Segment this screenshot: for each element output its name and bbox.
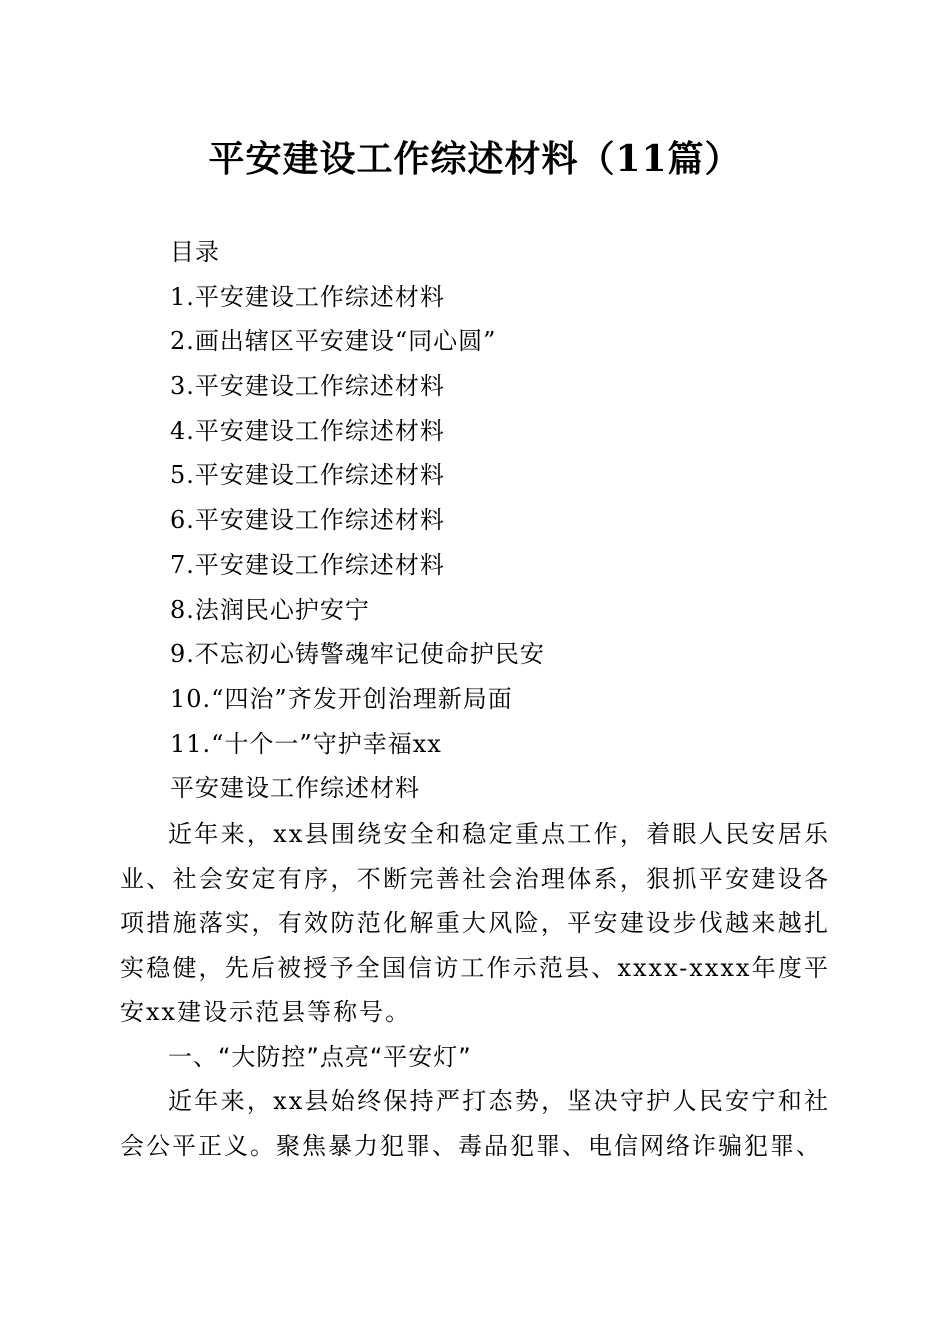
toc-item: 1.平安建设工作综述材料 — [170, 282, 445, 311]
paragraph: 近年来，xx县始终保持严打态势，坚决守护人民安宁和社会公平正义。聚焦暴力犯罪、毒品犯罪、电信网络诈骗犯罪、 — [120, 1087, 830, 1160]
toc-item: 4.平安建设工作综述材料 — [170, 416, 445, 445]
section-heading: 一、“大防控”点亮“平安灯” — [168, 1042, 472, 1071]
article-title: 平安建设工作综述材料 — [170, 774, 420, 803]
paragraph: 近年来，xx县围绕安全和稳定重点工作，着眼人民安居乐业、社会安定有序，不断完善社会治理体系，狠抓平安建设各项措施落实，有效防范化解重大风险，平安建设步伐越来越扎实稳健，先后被授予全国信访工作示范县、xxxx-xxxx年度平安xx建设示范县等称号。 — [120, 820, 830, 1026]
table-of-contents — [170, 230, 830, 811]
toc-item: 6.平安建设工作综述材料 — [170, 506, 445, 535]
toc-item: 9.不忘初心铸警魂牢记使命护民安 — [170, 640, 545, 669]
toc-heading: 目录 — [170, 238, 220, 266]
toc-item: 3.平安建设工作综述材料 — [170, 372, 445, 401]
toc-item: 8.法润民心护安宁 — [170, 595, 370, 624]
document-title: 平安建设工作综述材料（11篇） — [208, 138, 742, 180]
toc-item: 2.画出辖区平安建设“同心圆” — [170, 327, 497, 356]
toc-item: 11.“十个一”守护幸福xx — [170, 729, 442, 758]
toc-item: 7.平安建设工作综述材料 — [170, 550, 445, 579]
toc-item: 10.“四治”齐发开创治理新局面 — [170, 684, 513, 713]
article-body — [120, 812, 830, 1168]
toc-item: 5.平安建设工作综述材料 — [170, 461, 445, 490]
